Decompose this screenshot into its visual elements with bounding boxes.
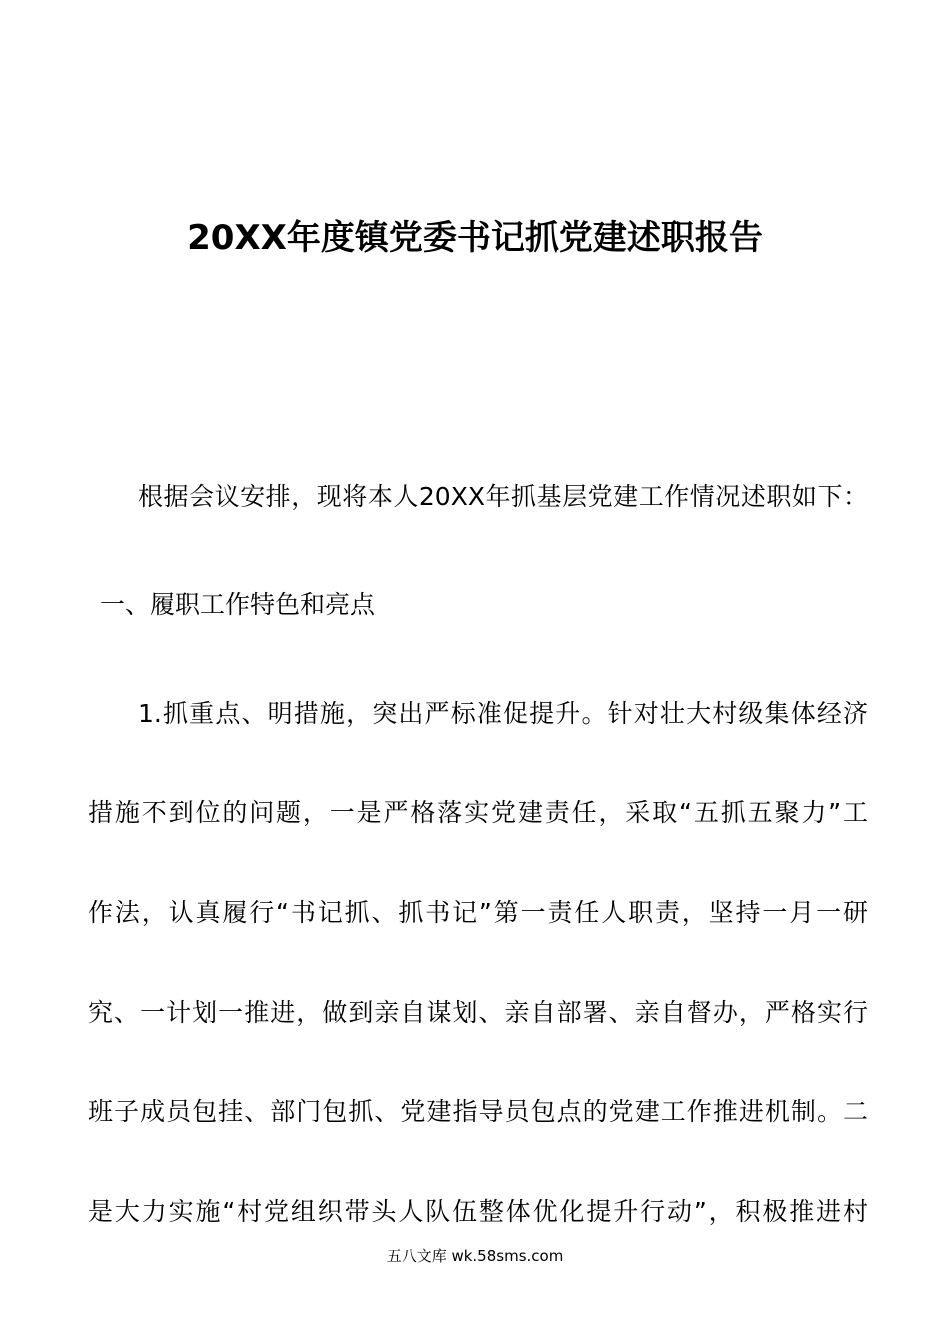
paragraph-line: 究、一计划一推进，做到亲自谋划、亲自部署、亲自督办，严格实行 — [88, 998, 868, 1027]
paragraph-line: 是大力实施“村党组织带头人队伍整体优化提升行动”，积极推进村 — [88, 1197, 868, 1226]
paragraph-line: 班子成员包挂、部门包抓、党建指导员包点的党建工作推进机制。二 — [88, 1097, 868, 1126]
footer-watermark: 五八文库 wk.58sms.com — [386, 1247, 564, 1265]
paragraph-line: 措施不到位的问题，一是严格落实党建责任，采取“五抓五聚力”工 — [88, 798, 868, 827]
paragraph-line: 1.抓重点、明措施，突出严标准促提升。针对壮大村级集体经济 — [138, 699, 868, 728]
intro-paragraph: 根据会议安排，现将本人20XX年抓基层党建工作情况述职如下： — [138, 482, 868, 511]
document-title: 20XX年度镇党委书记抓党建述职报告 — [187, 218, 763, 258]
section-heading: 一、履职工作特色和亮点 — [100, 590, 376, 619]
paragraph-line: 作法，认真履行“书记抓、抓书记”第一责任人职责，坚持一月一研 — [88, 898, 868, 927]
